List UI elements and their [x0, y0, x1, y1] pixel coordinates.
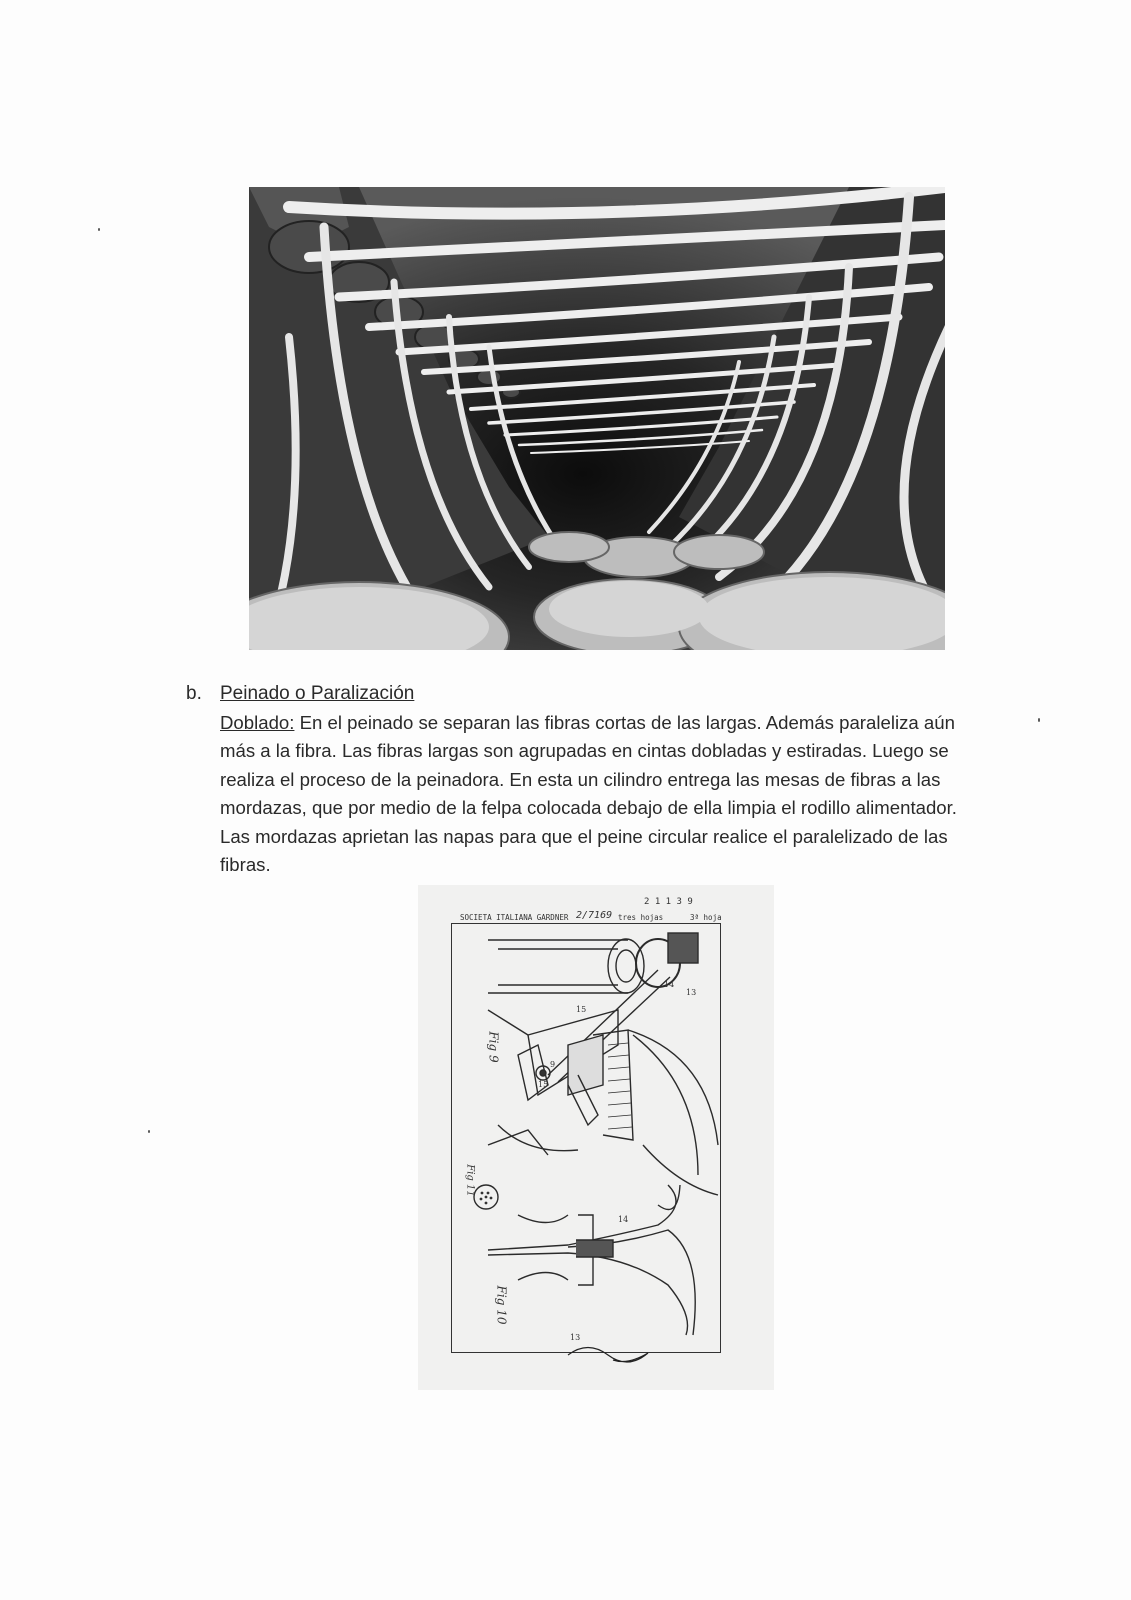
part-label: 13	[570, 1333, 581, 1342]
header-sheet-no: 3ª hoja	[690, 913, 722, 922]
scan-speck	[98, 228, 100, 231]
header-sheets: tres hojas	[618, 913, 664, 922]
section-peinado	[186, 680, 986, 879]
section-heading	[186, 680, 986, 708]
section-letter: b.	[186, 683, 202, 704]
section-title: Peinado o Paralización	[220, 683, 415, 704]
patent-drawing	[418, 885, 774, 1390]
paragraph-text: En el peinado se separan las fibras cortas de las largas. Además paraleliza aún más a la fibra. Las fibras largas son agrupadas en cintas dobladas y estiradas. Luego se realiza el proceso de la peinadora. En esta un cilindro entrega las mesas de fibras a las mordazas, que por medio de la felpa colocada debajo de ella limpia el rodillo alimentador. Las mordazas aprietan las napas para que el peine circular realice el paralelizado de las fibras.	[220, 712, 957, 876]
scan-speck	[1038, 718, 1040, 722]
scan-speck	[148, 1130, 150, 1133]
fig9-label: Fig 9	[486, 1031, 501, 1063]
section-paragraph	[220, 709, 980, 879]
part-label: 15	[538, 1080, 549, 1089]
fig10-label: Fig 10	[494, 1285, 509, 1325]
textile-machine-photo	[249, 187, 945, 650]
part-label: 14	[664, 980, 675, 989]
header-number: 2/7169	[576, 910, 613, 921]
part-label: 13	[686, 988, 697, 997]
header-company: SOCIETA ITALIANA GARDNER	[460, 913, 569, 922]
part-label: 9	[550, 1060, 556, 1069]
part-label: 14	[618, 1215, 629, 1224]
term-doblado: Doblado:	[220, 712, 295, 733]
part-label: 15	[576, 1005, 587, 1014]
header-stamp: 2 1 1 3 9	[644, 897, 693, 907]
fig11-label: Fig 11	[464, 1164, 476, 1197]
